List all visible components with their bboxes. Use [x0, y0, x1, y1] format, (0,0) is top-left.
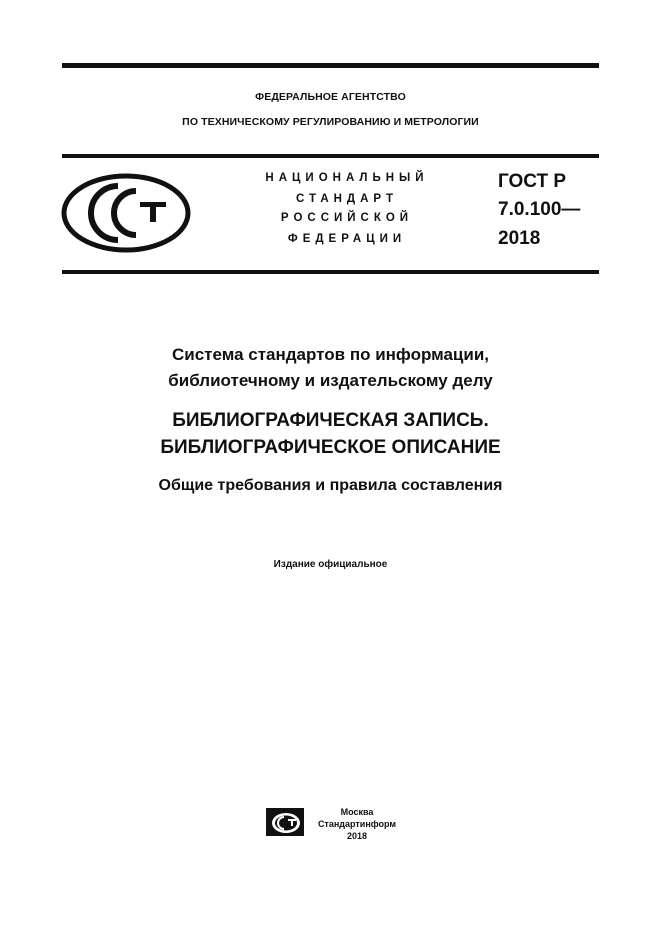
edition-label: Издание официальное: [273, 559, 388, 570]
standard-type-line-3: РОССИЙСКОЙ: [280, 212, 414, 224]
series-title-line-2: библиотечному и издательскому делу: [168, 371, 493, 390]
agency-name-line-1: ФЕДЕРАЛЬНОЕ АГЕНТСТВО: [255, 91, 406, 103]
document-title-line-2: БИБЛИОГРАФИЧЕСКОЕ ОПИСАНИЕ: [160, 437, 501, 458]
standard-designation-line-1: ГОСТ Р: [498, 171, 567, 192]
publisher-city: Москва: [340, 807, 374, 817]
publisher-name: Стандартинформ: [317, 819, 397, 829]
document-title-line-1: БИБЛИОГРАФИЧЕСКАЯ ЗАПИСЬ.: [172, 410, 489, 431]
bottom-rule: [62, 270, 599, 274]
standard-type-line-2: СТАНДАРТ: [296, 193, 398, 205]
document-subtitle: Общие требования и правила составления: [158, 477, 503, 494]
standard-type-line-1: НАЦИОНАЛЬНЫЙ: [265, 172, 429, 184]
top-rule: [62, 63, 599, 68]
rst-emblem-icon: [60, 172, 192, 254]
agency-name-line-2: ПО ТЕХНИЧЕСКОМУ РЕГУЛИРОВАНИЮ И МЕТРОЛОГИИ: [182, 116, 479, 128]
standard-designation-line-2: 7.0.100—: [498, 199, 581, 220]
publication-year: 2018: [346, 831, 368, 841]
middle-rule: [62, 154, 599, 158]
series-title-line-1: Система стандартов по информации,: [171, 345, 489, 364]
standard-designation-line-3: 2018: [498, 228, 541, 249]
standard-type-line-4: ФЕДЕРАЦИИ: [287, 233, 407, 245]
standartinform-logo-icon: [266, 808, 304, 836]
